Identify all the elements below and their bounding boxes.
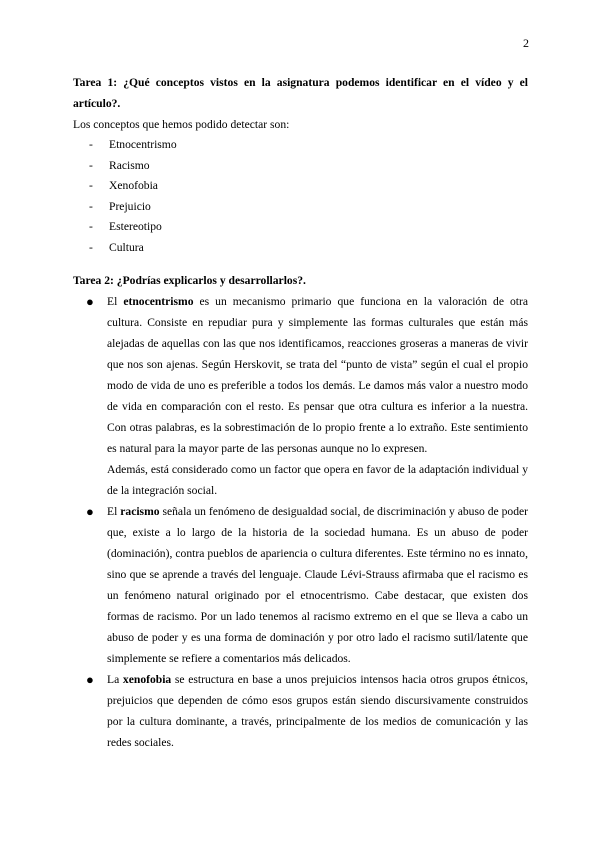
explanation-list	[73, 291, 528, 753]
list-item: - Cultura	[89, 240, 144, 254]
list-item: - Etnocentrismo	[89, 138, 177, 151]
concept-list	[73, 135, 528, 258]
term-etnocentrismo: etnocentrismo	[123, 295, 194, 308]
concept-label: Cultura	[109, 240, 144, 254]
bullet-icon: ●	[86, 504, 94, 519]
concept-label: Prejuicio	[109, 199, 151, 213]
item-extra-paragraph: Además, está considerado como un factor que opera en favor de la adaptación individual y de la integración social.	[107, 463, 528, 497]
list-item: ● El racismo señala un fenómeno de desigualdad social, de discriminación y abuso de poder que, existe a lo largo de la historia de la sociedad humana. Es un abuso de poder (dominación), contra pueblos de apariencia o cultura diferentes. Este término no es innato, sino que se aprende a través del lenguaje. Claude Lévi-Strauss afirmaba que el racismo es un fenómeno natural originado por el etnocentrismo. Cabe destacar, que existen dos formas de racismo. Por un lado tenemos al racismo extremo en el que se lleva a cabo un abuso de poder y es una forma de dominación y por otro lado el racismo sutil/latente que simplemente se refiere a comentarios más delicados.	[107, 501, 528, 669]
task2-heading: Tarea 2: ¿Podrías explicarlos y desarrollarlos?.	[73, 274, 306, 287]
term-racismo: racismo	[120, 505, 160, 518]
list-item: - Prejuicio	[89, 199, 151, 213]
concept-label: Racismo	[109, 158, 150, 172]
concept-label: Xenofobia	[109, 179, 158, 192]
list-item: - Racismo	[89, 158, 150, 172]
list-item: - Xenofobia	[89, 179, 158, 192]
page-content	[73, 72, 528, 753]
task1-intro: Los conceptos que hemos podido detectar son:	[73, 118, 290, 131]
term-xenofobia: xenofobia	[122, 673, 172, 686]
bullet-icon: ●	[86, 672, 94, 687]
list-item: - Estereotipo	[89, 220, 162, 233]
concept-label: Etnocentrismo	[109, 138, 177, 151]
concept-label: Estereotipo	[109, 220, 162, 233]
page-number: 2	[523, 36, 529, 50]
bullet-icon: ●	[86, 294, 94, 309]
list-item: ● El etnocentrismo es un mecanismo primario que funciona en la valoración de otra cultura. Consiste en repudiar pura y simplemente las formas culturales que están más alejadas de aquellas con las que nos identificamos, reacciones groseras a maneras de vivir que nos son ajenas. Según Herskovit, se trata del “punto de vista” según el cual el propio modo de vida de uno es preferible a todos los demás. Le damos más valor a nuestro modo de vida en comparación con el resto. Es pensar que otra cultura es inferior a la nuestra. Con otras palabras, es la sobrestimación de lo propio frente a lo extraño. Este sentimiento es natural para la mayor parte de las personas aunque no lo expresen. Además, está considerado como un factor que opera en favor de la adaptación individual y de la integración social.	[107, 291, 528, 501]
list-item: ● La xenofobia se estructura en base a unos prejuicios intensos hacia otros grupos étnicos, prejuicios que dependen de cómo esos grupos están siendo discursivamente construidos por la cultura dominante, a través, principalmente de los medios de comunicación y las redes sociales.	[107, 669, 528, 753]
task1-heading: Tarea 1: ¿Qué conceptos vistos en la asignatura podemos identificar en el vídeo y el artículo?.	[73, 76, 528, 110]
